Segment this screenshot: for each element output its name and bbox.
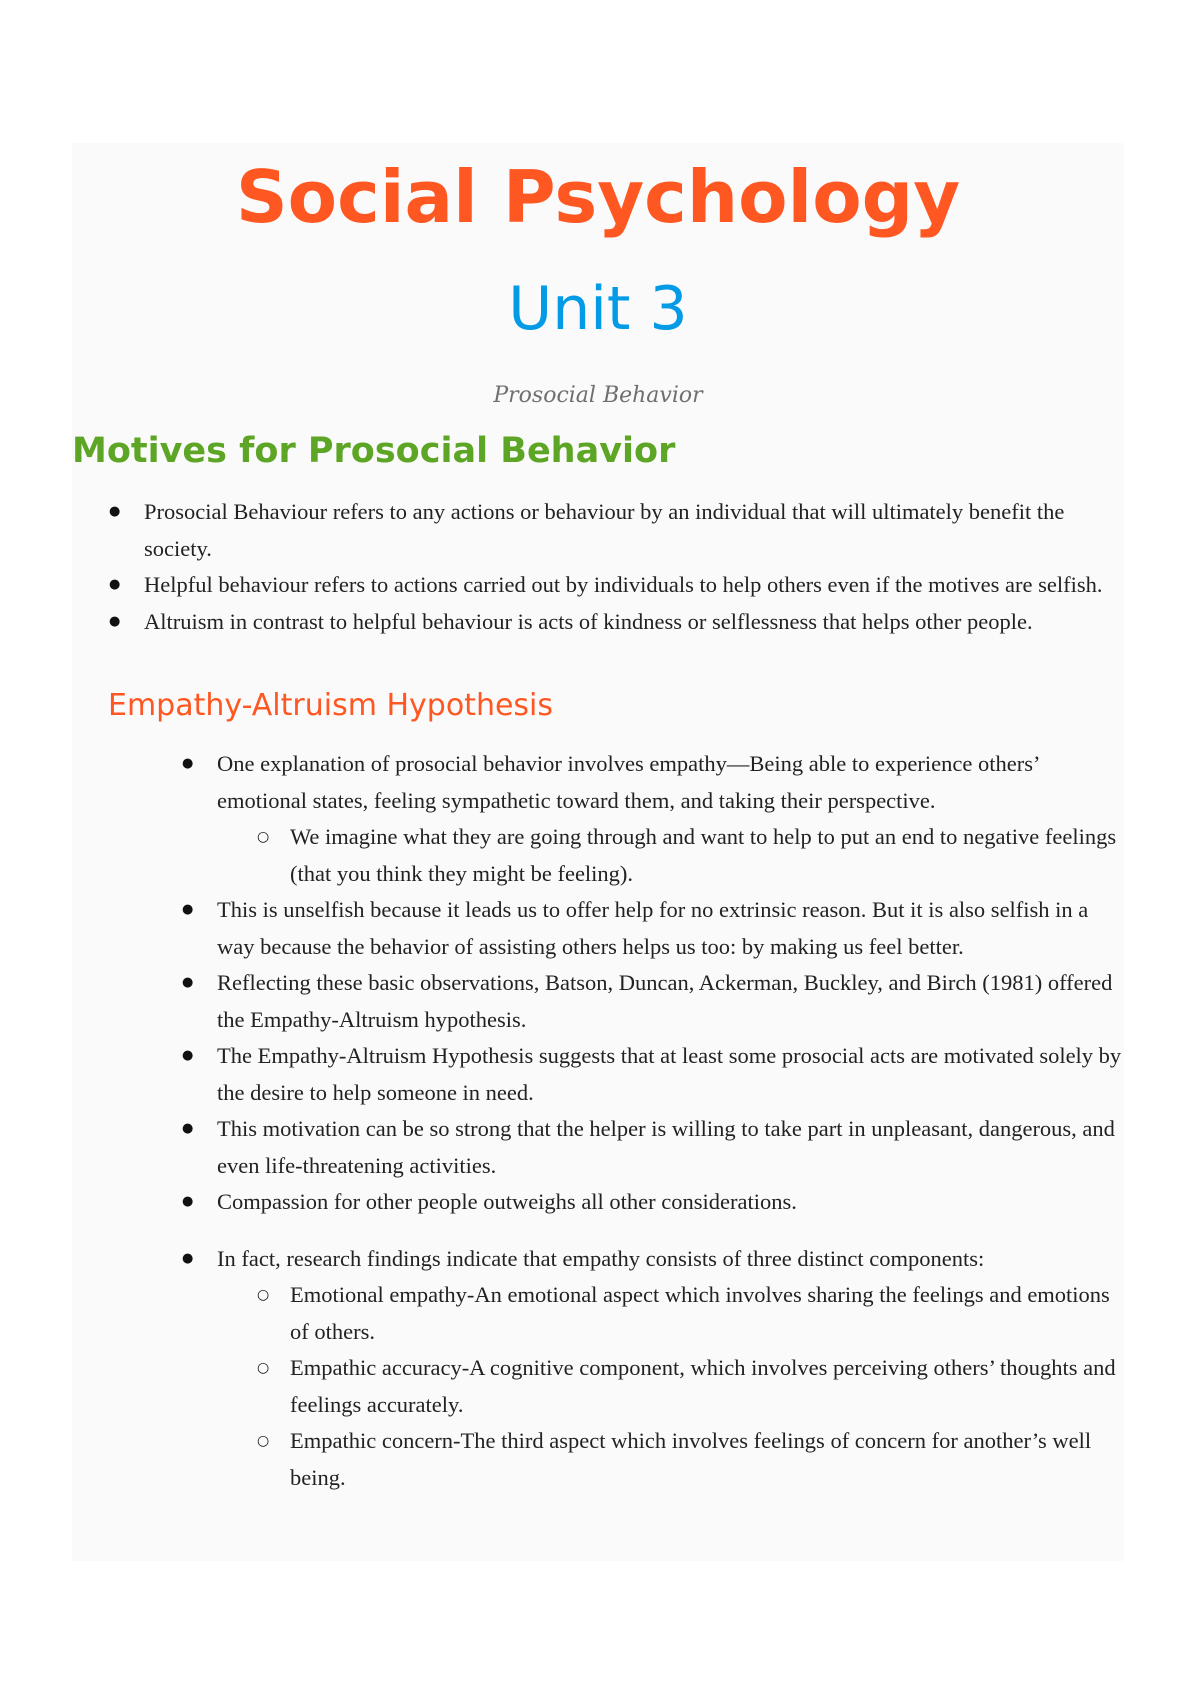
list-item-text: Prosocial Behaviour refers to any actions or behaviour by an individual that will ultimately benefit the society.: [144, 499, 1065, 561]
document-tagline: Prosocial Behavior: [493, 383, 703, 408]
section-heading-motives: Motives for Prosocial Behavior: [72, 431, 676, 471]
bullet-icon: ●: [182, 1121, 194, 1136]
bullet-icon: ●: [109, 613, 121, 629]
bullet-icon: ●: [109, 577, 121, 592]
list-item-text: Reflecting these basic observations, Batson, Duncan, Ackerman, Buckley, and Birch (1981) offered the Empathy-Altruism hypothesis.: [217, 970, 1113, 1032]
list-item: [109, 494, 1119, 567]
hollow-bullet-icon: ○: [257, 1433, 270, 1449]
nested-list-item-text: Empathic accuracy-A cognitive component, which involves perceiving others’ thoughts and feelings accurately.: [290, 1355, 1116, 1417]
hollow-bullet-icon: ○: [257, 829, 270, 845]
nested-list-item-text: Emotional empathy-An emotional aspect which involves sharing the feelings and emotions of others.: [290, 1282, 1110, 1344]
list-item: [182, 1241, 1122, 1497]
list-item: [109, 604, 1119, 641]
list-item-text: This motivation can be so strong that the helper is willing to take part in unpleasant, dangerous, and even life-threatening activities.: [217, 1116, 1115, 1178]
bullet-icon: ●: [182, 1194, 194, 1209]
hollow-bullet-icon: ○: [257, 1360, 270, 1376]
list-item: [182, 892, 1122, 965]
bullet-icon: ●: [182, 975, 194, 990]
list-item: [182, 1038, 1122, 1111]
nested-list-item: [257, 1423, 1122, 1496]
document-title: Social Psychology: [235, 155, 961, 239]
list-item: [182, 965, 1122, 1038]
list-item: [182, 1111, 1122, 1184]
list-item-text: In fact, research findings indicate that empathy consists of three distinct components:: [217, 1245, 985, 1271]
bullet-icon: ●: [109, 504, 121, 519]
nested-list-item: [257, 1277, 1122, 1350]
list-item-text: Helpful behaviour refers to actions carried out by individuals to help others even if the motives are selfish.: [144, 572, 1103, 597]
list-item-text: One explanation of prosocial behavior involves empathy—Being able to experience others’ emotional states, feeling sympathetic toward them, and taking their perspective.: [217, 751, 1039, 813]
list-item: [182, 746, 1122, 892]
nested-list: [217, 1277, 1122, 1496]
bullet-icon: ●: [182, 902, 194, 917]
nested-list-item: [257, 819, 1122, 892]
nested-list-item: [257, 1350, 1122, 1423]
bullet-icon: ●: [182, 1048, 194, 1063]
list-item-text: Compassion for other people outweighs all other considerations.: [217, 1189, 797, 1214]
document-subtitle: Unit 3: [508, 274, 688, 344]
list-item: [182, 1184, 1122, 1221]
empathy-altruism-list: [182, 746, 1122, 1496]
nested-list-item-text: Empathic concern-The third aspect which involves feelings of concern for another’s well being.: [290, 1428, 1092, 1490]
nested-list: [217, 819, 1122, 892]
section-heading-empathy-altruism: Empathy-Altruism Hypothesis: [108, 688, 554, 723]
list-item-text: Altruism in contrast to helpful behaviour is acts of kindness or selflessness that helps other people.: [144, 608, 1033, 634]
bullet-icon: ●: [182, 756, 194, 771]
list-item-text: The Empathy-Altruism Hypothesis suggests that at least some prosocial acts are motivated solely by the desire to help someone in need.: [217, 1043, 1122, 1105]
hollow-bullet-icon: ○: [257, 1287, 270, 1303]
nested-list-item-text: We imagine what they are going through and want to help to put an end to negative feelings (that you think they might be feeling).: [290, 824, 1117, 886]
bullet-icon: ●: [182, 1250, 194, 1266]
list-item: [109, 567, 1119, 604]
motives-list: [109, 494, 1119, 640]
list-item-text: This is unselfish because it leads us to offer help for no extrinsic reason. But it is also selfish in a way because the behavior of assisting others helps us too: by making us feel better.: [217, 897, 1089, 959]
